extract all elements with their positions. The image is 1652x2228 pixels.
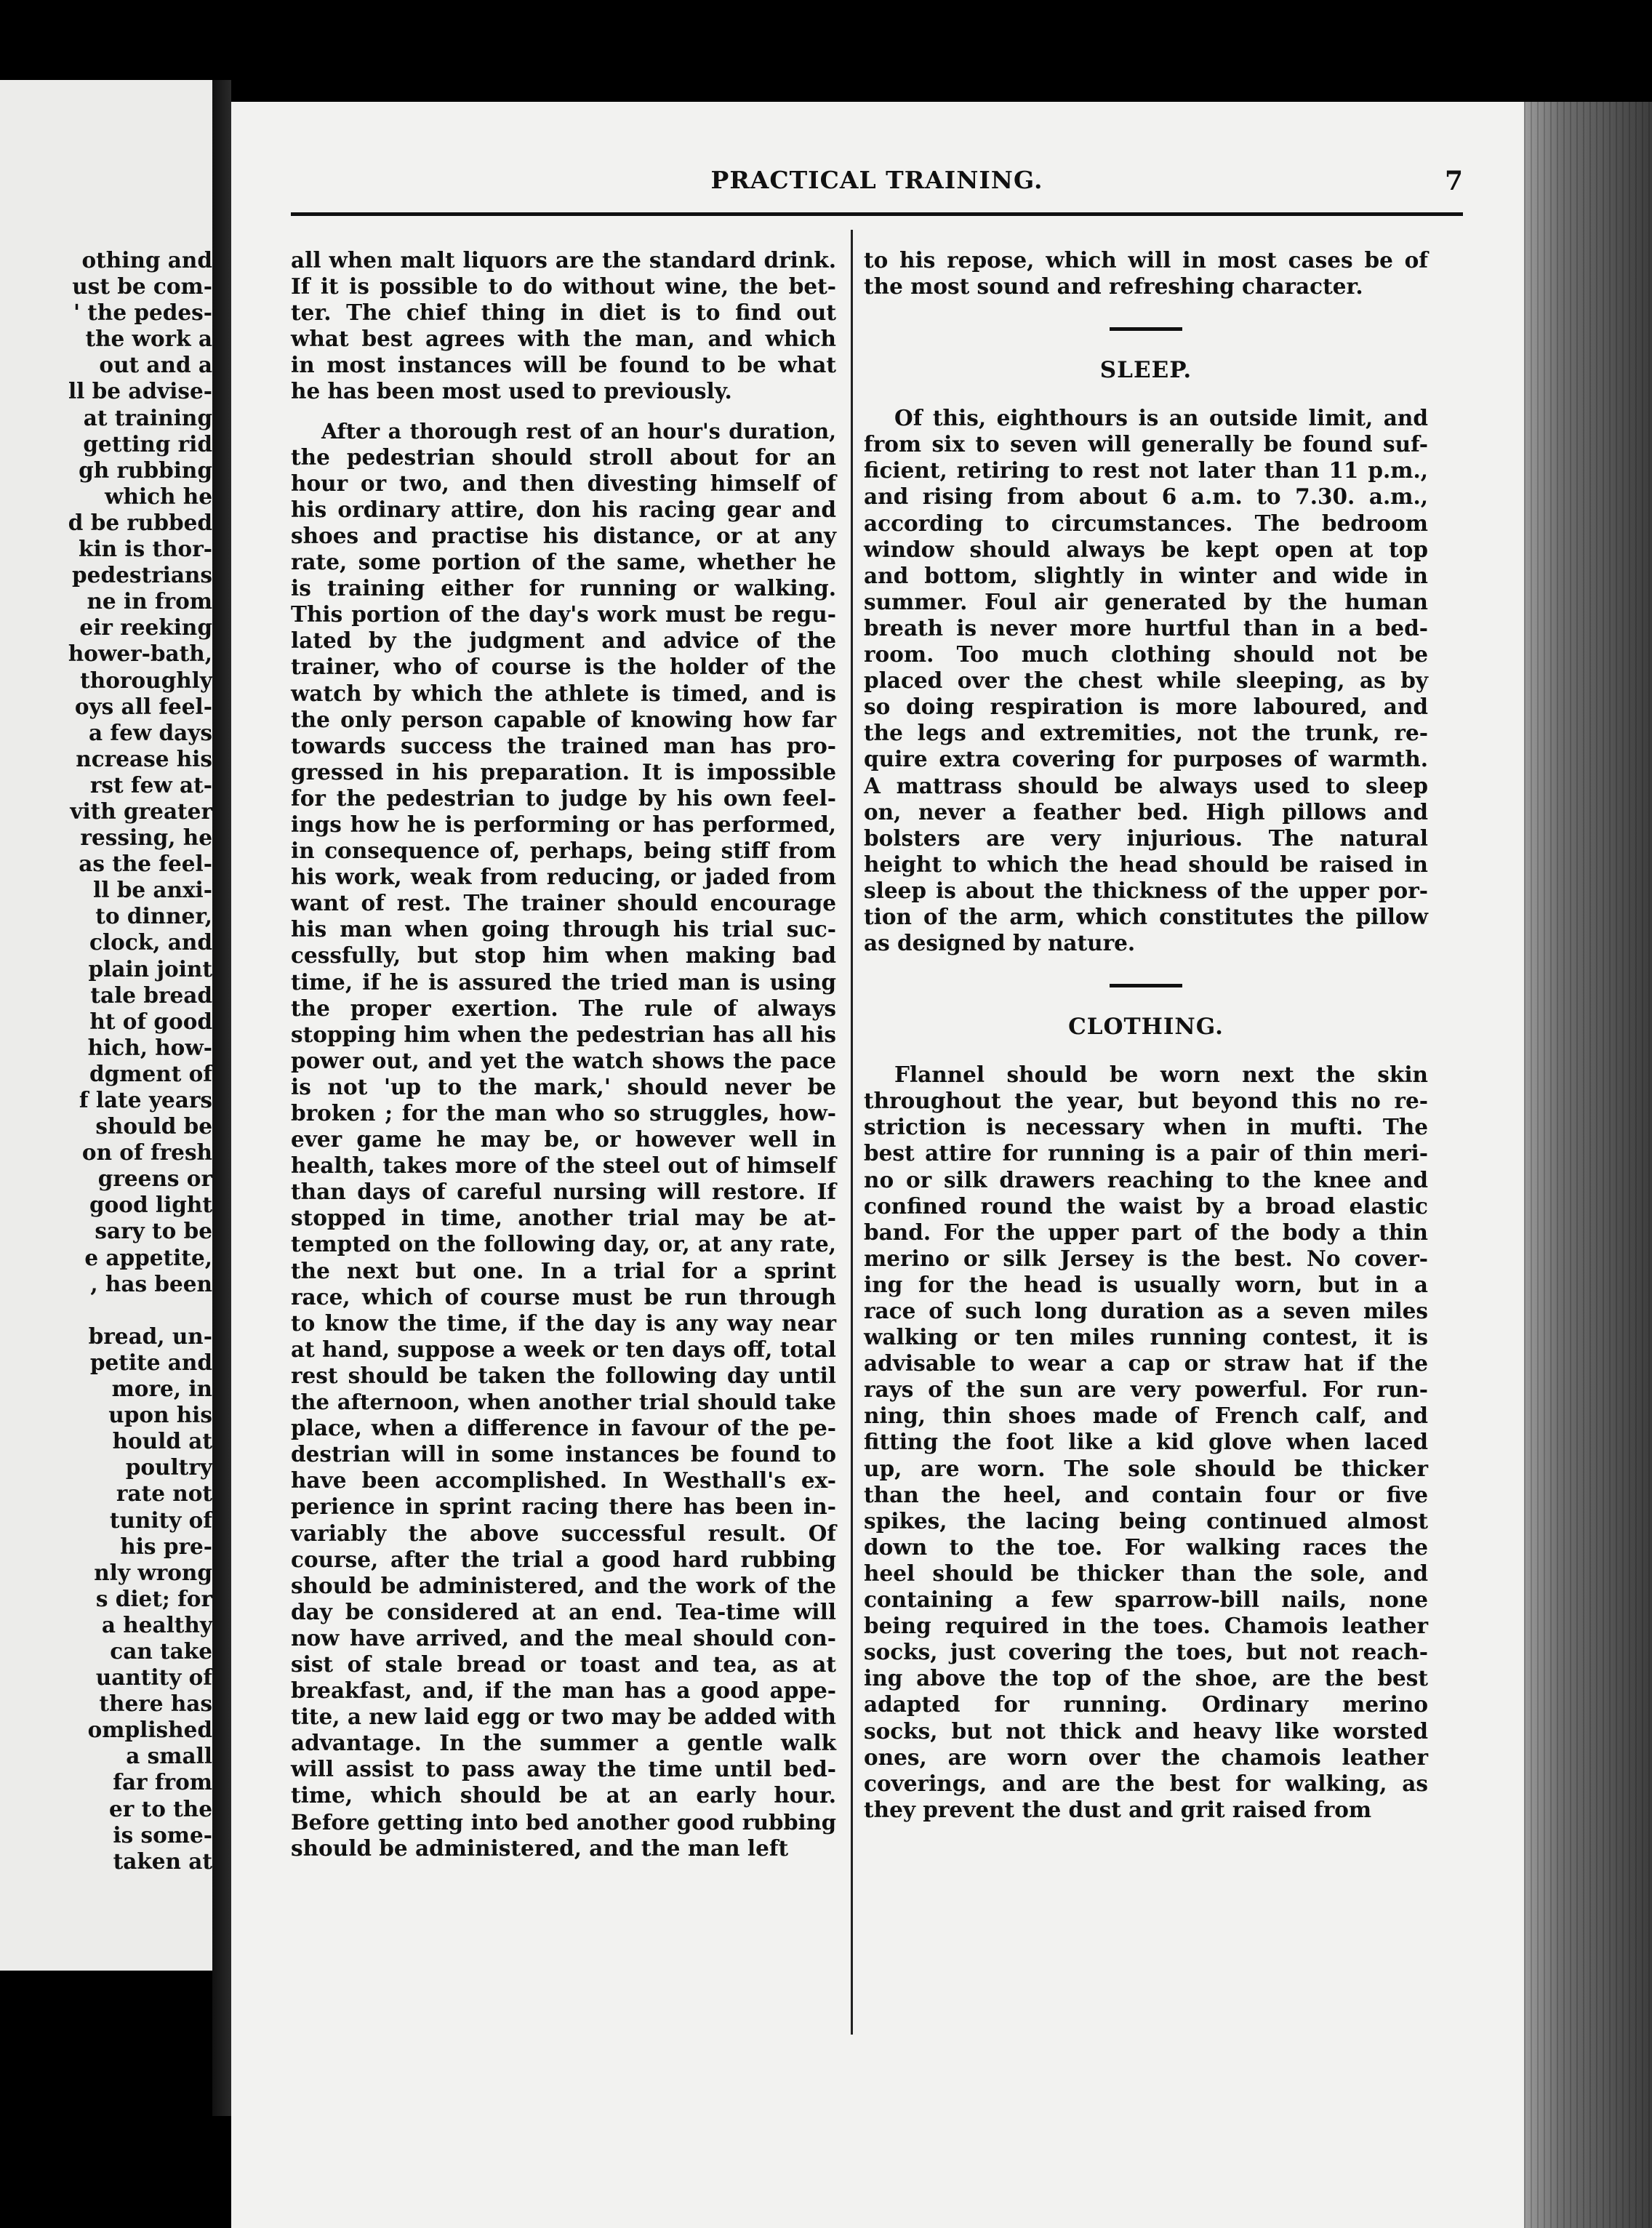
text-line: Of this, eighthours is an outside limit, and (894, 405, 1428, 431)
left-fragment-line: greens or (97, 1166, 212, 1192)
text-line: than days of careful nursing will restore. If (291, 1179, 836, 1205)
trial-paragraph (291, 418, 836, 1862)
left-fragment-line: petite and (89, 1349, 212, 1375)
left-fragment-line: kin is thor- (79, 536, 212, 562)
left-fragment-line: clock, and (89, 929, 212, 955)
left-fragment-line: pedestrians (72, 562, 212, 588)
left-fragment-line: tunity of (109, 1507, 212, 1533)
left-fragment-line: can take (110, 1638, 212, 1664)
text-line: time, which should be at an early hour. (291, 1782, 836, 1808)
left-fragment-line: rate not (116, 1480, 212, 1507)
text-line: the legs and extremities, not the trunk, re- (864, 720, 1428, 746)
text-line: summer. Foul air generated by the human (864, 588, 1428, 614)
text-line: tion of the arm, which constitutes the pillow (864, 903, 1428, 929)
page-header (291, 166, 1463, 209)
sleep-paragraph (864, 405, 1428, 956)
left-fragment-line: which he (105, 483, 212, 509)
text-line: ones, are worn over the chamois leather (864, 1744, 1428, 1770)
left-fragment-line: dgment of (89, 1060, 212, 1086)
left-fragment-line: bread, un- (88, 1323, 212, 1349)
text-line: best attire for running is a pair of thin meri- (864, 1140, 1428, 1166)
text-line: This portion of the day's work must be regu- (291, 601, 836, 628)
text-line: than the heel, and contain four or five (864, 1481, 1428, 1507)
text-line: throughout the year, but beyond this no re- (864, 1088, 1428, 1114)
text-line: sleep is about the thickness of the upper por- (864, 877, 1428, 903)
text-line: health, takes more of the steel out of himself (291, 1153, 836, 1179)
text-line: quire extra covering for purposes of warmth. (864, 746, 1428, 772)
text-line: will assist to pass away the time until bed- (291, 1756, 836, 1782)
text-line: is not 'up to the mark,' should never be (291, 1073, 836, 1099)
text-line: have been accomplished. In Westhall's ex- (291, 1467, 836, 1494)
left-fragment-line: good light (89, 1192, 212, 1218)
left-fragment-line: omplished (87, 1717, 212, 1743)
text-line: time, if he is assured the tried man is using (291, 969, 836, 995)
text-line: all when malt liquors are the standard drink. (291, 247, 836, 273)
left-fragment-line: at training (83, 404, 212, 430)
section-separator (1110, 327, 1182, 331)
text-line: should be administered, and the work of the (291, 1572, 836, 1598)
text-line: ever game he may be, or however well in (291, 1126, 836, 1153)
text-line: the pedestrian should stroll about for an (291, 444, 836, 470)
text-line: ter. The chief thing in diet is to find out (291, 300, 836, 326)
left-column (291, 247, 836, 1862)
text-line: now have arrived, and the meal should con- (291, 1624, 836, 1651)
text-line: lated by the judgment and advice of the (291, 628, 836, 654)
page-edge-stack (1524, 102, 1652, 2228)
left-fragment-line: is some- (113, 1822, 212, 1848)
text-line: ficient, retiring to rest not later than 11 p.m., (864, 457, 1428, 484)
text-line: Before getting into bed another good rubbing (291, 1809, 836, 1835)
text-line: down to the toe. For walking races the (864, 1534, 1428, 1560)
left-fragment-line: vith greater (70, 798, 212, 824)
left-fragment-line: gh rubbing (79, 457, 212, 483)
text-line: course, after the trial a good hard rubbing (291, 1546, 836, 1572)
text-line: so doing respiration is more laboured, and (864, 694, 1428, 720)
left-fragment-line: a healthy (101, 1611, 212, 1638)
text-line: race of such long duration as a seven miles (864, 1298, 1428, 1323)
text-line: up, are worn. The sole should be thicker (864, 1455, 1428, 1481)
left-fragment-line: hower-bath, (68, 641, 212, 667)
text-line: band. For the upper part of the body a thin (864, 1219, 1428, 1245)
text-line: A mattrass should be always used to sleep (864, 772, 1428, 798)
text-line: hour or two, and then divesting himself of (291, 470, 836, 496)
text-line: heel should be thicker than the sole, and (864, 1560, 1428, 1586)
text-line: socks, but not thick and heavy like worsted (864, 1718, 1428, 1744)
text-line: containing a few sparrow-bill nails, none (864, 1587, 1428, 1613)
text-line: shoes and practise his distance, or at any (291, 522, 836, 548)
left-fragment-line: his pre- (120, 1533, 212, 1559)
text-line: according to circumstances. The bedroom (864, 510, 1428, 536)
text-line: in most instances will be found to be what (291, 352, 836, 378)
text-line: tite, a new laid egg or two may be added with (291, 1704, 836, 1730)
left-fragment-line: hich, how- (87, 1034, 212, 1060)
text-line: the proper exertion. The rule of always (291, 995, 836, 1021)
left-fragment-line: sary to be (95, 1218, 212, 1244)
text-line: they prevent the dust and grit raised from (864, 1796, 1372, 1822)
text-line: should be administered, and the man left (291, 1835, 789, 1861)
left-fragment-line: out and a (99, 352, 212, 378)
text-line: towards success the trained man has pro- (291, 732, 836, 758)
left-facing-page (0, 80, 214, 1971)
text-line: watch by which the athlete is timed, and is (291, 680, 836, 706)
left-fragment-line: ressing, he (80, 825, 212, 851)
text-line: rest should be taken the following day until (291, 1362, 836, 1388)
text-line: ings how he is performing or has performed, (291, 811, 836, 837)
text-line: broken ; for the man who so struggles, how- (291, 1100, 836, 1126)
left-fragment-line (0, 1297, 212, 1323)
column-rule (851, 230, 853, 2035)
left-fragment-line: hould at (112, 1428, 212, 1454)
left-fragment-line: f late years (79, 1087, 212, 1113)
left-fragment-line: er to the (109, 1795, 212, 1822)
text-line: power out, and yet the watch shows the pace (291, 1047, 836, 1073)
text-line: to know the time, if the day is any way near (291, 1310, 836, 1336)
left-fragment-line: a few days (89, 719, 212, 745)
text-line: stopped in time, another trial may be at- (291, 1205, 836, 1231)
text-line: variably the above successful result. Of (291, 1520, 836, 1546)
text-line: After a thorough rest of an hour's duration, (321, 418, 836, 444)
text-line: advantage. In the summer a gentle walk (291, 1730, 836, 1756)
main-page (231, 102, 1524, 2228)
left-fragment-line: , has been (90, 1270, 212, 1297)
left-fragment-line: thoroughly (80, 667, 212, 693)
left-fragment-line: s diet; for (95, 1585, 212, 1611)
text-line: to his repose, which will in most cases be of (864, 247, 1428, 273)
left-fragment-line: taken at (113, 1848, 212, 1874)
clothing-paragraph (864, 1062, 1428, 1823)
sleep-heading: SLEEP. (1099, 357, 1192, 384)
text-line: and bottom, slightly in winter and wide in (864, 562, 1428, 588)
left-fragment-line: the work a (85, 326, 212, 352)
text-line: rate, some portion of the same, whether he (291, 549, 836, 575)
left-fragment-line: more, in (111, 1376, 212, 1402)
section-separator (1110, 984, 1182, 987)
text-line: ing for the head is usually worn, but in a (864, 1271, 1428, 1297)
text-line: trainer, who of course is the holder of the (291, 654, 836, 680)
text-line: the afternoon, when another trial should take (291, 1390, 836, 1415)
left-fragment-line: ' the pedes- (73, 300, 212, 326)
header-rule (291, 212, 1463, 216)
left-fragment-line: ne in from (87, 588, 212, 614)
text-line: his work, weak from reducing, or jaded from (291, 864, 836, 890)
left-fragment-line: othing and (81, 247, 212, 273)
text-line: from six to seven will generally be found suf- (864, 431, 1428, 457)
text-line: what best agrees with the man, and which (291, 326, 836, 352)
left-fragment-line: plain joint (88, 955, 212, 982)
page-number: 7 (1444, 166, 1463, 196)
text-line: tempted on the following day, or, at any rate, (291, 1231, 836, 1257)
left-fragment-line: ht of good (89, 1008, 212, 1034)
text-line: striction is necessary when in mufti. The (864, 1114, 1428, 1140)
text-line: for the pedestrian to judge by his own feel- (291, 785, 836, 811)
text-line: Flannel should be worn next the skin (894, 1062, 1428, 1088)
text-line: rays of the sun are very powerful. For run- (864, 1377, 1428, 1403)
text-line: room. Too much clothing should not be (864, 641, 1428, 668)
text-line: as designed by nature. (864, 930, 1136, 956)
text-line: bolsters are very injurious. The natural (864, 825, 1428, 851)
text-line: window should always be kept open at top (864, 536, 1428, 562)
left-fragment-line: d be rubbed (68, 509, 212, 535)
left-fragment-line: oys all feel- (74, 693, 212, 719)
text-line: the only person capable of knowing how far (291, 706, 836, 732)
text-line: at hand, suppose a week or ten days off, total (291, 1336, 836, 1362)
left-fragment-line: rst few at- (89, 772, 212, 798)
left-fragment-line: there has (99, 1691, 212, 1717)
text-line: breath is never more hurtful than in a bed- (864, 614, 1428, 641)
text-line: confined round the waist by a broad elastic (864, 1193, 1428, 1219)
paragraph-gap (291, 405, 836, 418)
left-fragment-line: as the feel- (79, 851, 212, 877)
text-line: his ordinary attire, don his racing gear and (291, 496, 836, 522)
left-fragment-line: upon his (108, 1402, 212, 1428)
text-line: the most sound and refreshing character. (864, 273, 1363, 300)
text-line: destrian will in some instances be found to (291, 1441, 836, 1467)
left-fragment-line: to dinner, (95, 903, 212, 929)
left-fragment-line: ll be anxi- (93, 877, 212, 903)
text-line: his man when going through his trial suc- (291, 916, 836, 942)
left-fragment-line: getting rid (83, 430, 212, 457)
text-line: the next but one. In a trial for a sprint (291, 1257, 836, 1283)
text-line: placed over the chest while sleeping, as by (864, 668, 1428, 694)
text-line: ning, thin shoes made of French calf, and (864, 1403, 1428, 1429)
text-line: on, never a feather bed. High pillows and (864, 798, 1428, 825)
text-line: If it is possible to do without wine, the bet- (291, 273, 836, 300)
text-line: day be considered at an end. Tea-time will (291, 1598, 836, 1624)
text-line: being required in the toes. Chamois leather (864, 1613, 1428, 1639)
text-line: want of rest. The trainer should encourage (291, 890, 836, 916)
text-line: gressed in his preparation. It is impossible (291, 758, 836, 785)
left-fragment-line: uantity of (95, 1664, 212, 1691)
text-line: sist of stale bread or toast and tea, as at (291, 1651, 836, 1677)
right-column (864, 247, 1428, 1823)
repose-paragraph-end (864, 247, 1428, 300)
text-line: spikes, the lacing being continued almost (864, 1507, 1428, 1534)
text-line: in consequence of, perhaps, being stiff from (291, 838, 836, 864)
left-fragment-line: nly wrong (94, 1559, 212, 1585)
left-fragment-line: e appetite, (84, 1244, 212, 1270)
diet-paragraph-end (291, 247, 836, 405)
text-line: perience in sprint racing there has been in- (291, 1494, 836, 1520)
left-fragment-line: ust be com- (72, 273, 212, 300)
text-line: no or silk drawers reaching to the knee and (864, 1166, 1428, 1193)
text-line: advisable to wear a cap or straw hat if the (864, 1350, 1428, 1377)
text-line: height to which the head should be raised in (864, 851, 1428, 877)
text-line: socks, just covering the toes, but not reach- (864, 1639, 1428, 1665)
left-fragment-line: ll be advise- (68, 378, 212, 404)
text-line: walking or ten miles running contest, it is (864, 1324, 1428, 1350)
text-line: race, which of course must be run through (291, 1283, 836, 1310)
text-line: cessfully, but stop him when making bad (291, 942, 836, 969)
text-line: fitting the foot like a kid glove when laced (864, 1429, 1428, 1455)
text-line: coverings, and are the best for walking, as (864, 1770, 1428, 1796)
text-line: place, when a difference in favour of the pe- (291, 1415, 836, 1441)
text-line: and rising from about 6 a.m. to 7.30. a.m., (864, 484, 1428, 510)
left-fragment-line: ncrease his (76, 745, 212, 772)
clothing-heading: CLOTHING. (1068, 1014, 1224, 1041)
left-fragment-line: a small (126, 1743, 212, 1769)
left-fragment-line: tale bread (90, 982, 212, 1008)
left-page-text-fragment (0, 247, 212, 1875)
left-fragment-line: on of fresh (81, 1139, 212, 1166)
book-gutter (212, 80, 231, 2116)
left-fragment-line: far from (113, 1769, 212, 1795)
text-line: stopping him when the pedestrian has all his (291, 1021, 836, 1047)
running-title: PRACTICAL TRAINING. (710, 166, 1043, 194)
text-line: ing above the top of the shoe, are the best (864, 1665, 1428, 1691)
left-fragment-line: should be (95, 1113, 212, 1139)
text-line: adapted for running. Ordinary merino (864, 1691, 1428, 1718)
text-line: is training either for running or walking. (291, 575, 836, 601)
text-line: breakfast, and, if the man has a good appe- (291, 1678, 836, 1704)
left-fragment-line: eir reeking (79, 614, 212, 641)
text-line: he has been most used to previously. (291, 378, 732, 404)
left-fragment-line: poultry (125, 1454, 212, 1480)
text-line: merino or silk Jersey is the best. No cover- (864, 1245, 1428, 1271)
